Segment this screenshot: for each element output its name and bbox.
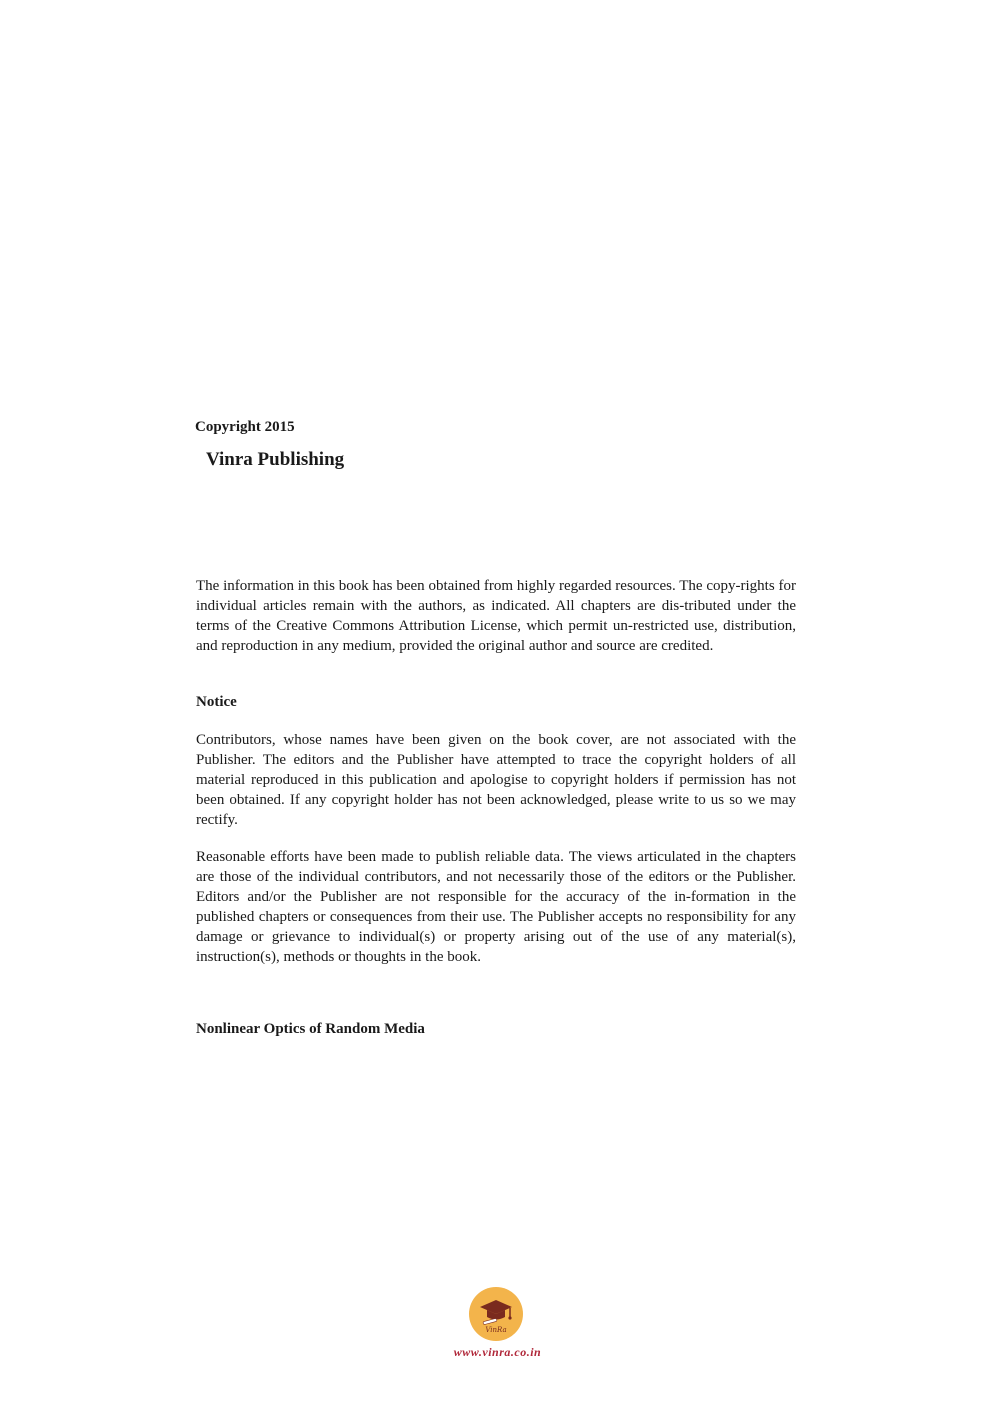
publisher-logo (469, 1287, 523, 1341)
notice-heading: Notice (196, 694, 237, 710)
info-paragraph: The information in this book has been obtained from highly regarded resources. The copy-rights for individual articles remain with the authors, as indicated. All chapters are dis-tributed under the terms of the Creative Commons Attribution License, which permit un-restricted use, distribution, and reproduction in any medium, provided the original author and source are credited. (196, 578, 796, 654)
website-link[interactable]: www.vinra.co.in (453, 1345, 542, 1359)
publisher-name: Vinra Publishing (206, 449, 345, 470)
contributors-paragraph: Contributors, whose names have been given on the book cover, are not associated with the Publisher. The editors and the Publisher have attempted to trace the copyright holders of all material reproduced in this publication and apologise to copyright holders if permission has not been obtained. If any copyright holder has not been acknowledged, please write to us so we may rectify. (196, 732, 796, 828)
graduation-cap-icon (469, 1287, 523, 1341)
logo-text: VinRa (485, 1326, 507, 1334)
book-title: Nonlinear Optics of Random Media (196, 1021, 425, 1037)
efforts-paragraph: Reasonable efforts have been made to publish reliable data. The views articulated in the chapters are those of the individual contributors, and not necessarily those of the editors or the Publisher. Editors and/or the Publisher are not responsible for the accuracy of the in-formation in the published chapters or consequences from their use. The Publisher accepts no responsibility for any damage or grievance to individual(s) or property arising out of the use of any material(s), instruction(s), methods or thoughts in the book. (196, 849, 796, 965)
copyright-year: Copyright 2015 (195, 419, 295, 435)
